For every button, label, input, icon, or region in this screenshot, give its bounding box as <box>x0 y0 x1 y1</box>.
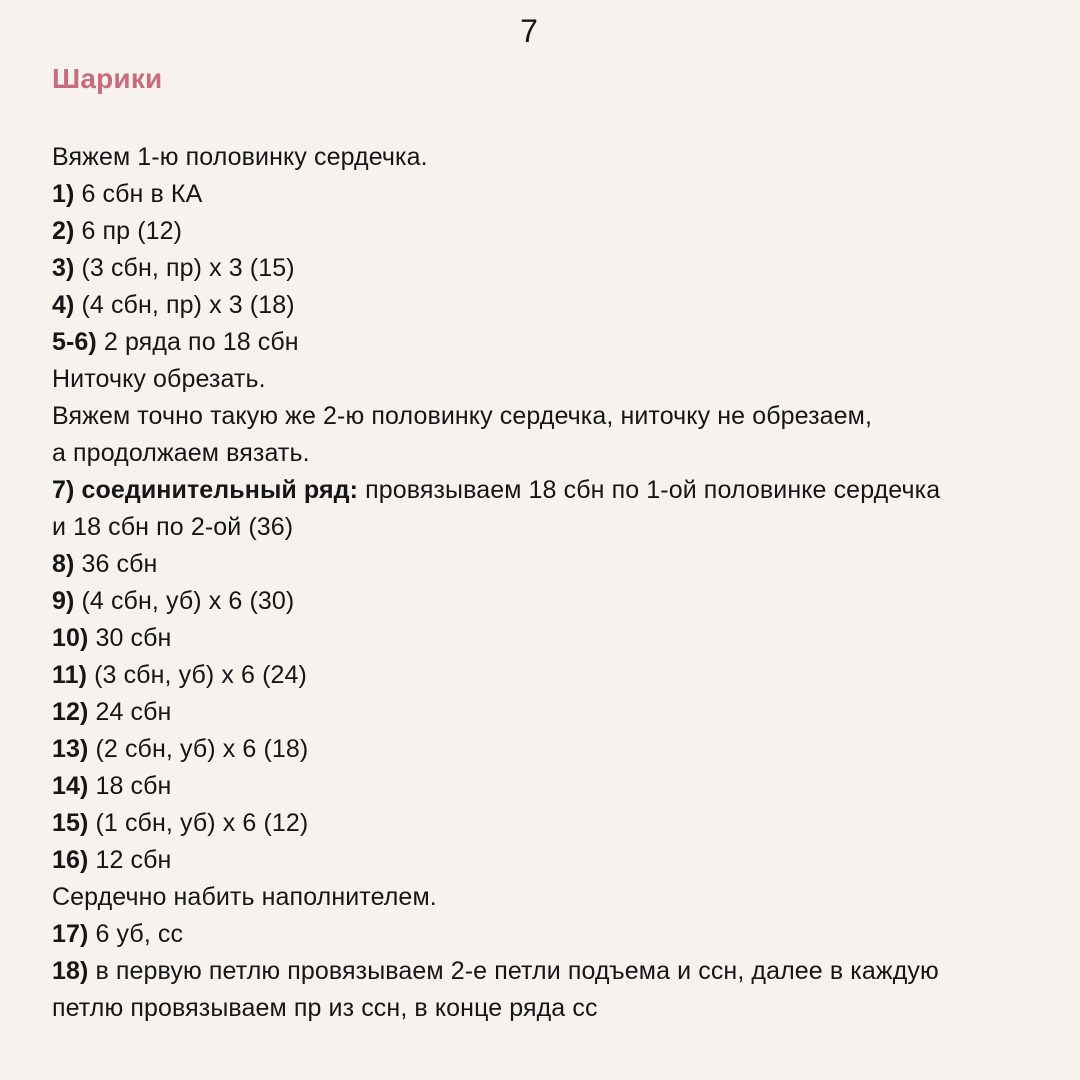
row-label: 10) <box>52 624 89 652</box>
instruction-line <box>52 842 1052 879</box>
row-text: 6 сбн в КА <box>74 180 203 208</box>
instruction-line <box>52 583 1052 620</box>
instruction-line <box>52 509 1052 546</box>
row-text: Сердечно набить наполнителем. <box>52 883 437 911</box>
row-text: (3 сбн, уб) х 6 (24) <box>87 661 307 689</box>
row-text: 24 сбн <box>88 698 172 726</box>
instruction-line <box>52 250 1052 287</box>
pattern-instructions <box>52 139 1052 1027</box>
row-text: (4 сбн, уб) х 6 (30) <box>74 587 295 615</box>
row-label: 5-6) <box>52 328 97 356</box>
row-label: 18) <box>52 957 89 985</box>
row-text: (2 сбн, уб) х 6 (18) <box>88 735 309 763</box>
row-text: 36 сбн <box>74 550 158 578</box>
row-text: 18 сбн <box>88 772 172 800</box>
row-label: 3) <box>52 254 75 282</box>
row-text: провязываем 18 сбн по 1-ой половинке сердечка <box>358 476 941 504</box>
instruction-line <box>52 990 1052 1027</box>
instruction-line <box>52 361 1052 398</box>
row-label: 17) <box>52 920 89 948</box>
instruction-line <box>52 287 1052 324</box>
row-text: Ниточку обрезать. <box>52 365 266 393</box>
row-label: 8) <box>52 550 75 578</box>
row-text: (3 сбн, пр) х 3 (15) <box>74 254 295 282</box>
instruction-line <box>52 176 1052 213</box>
row-label: 2) <box>52 217 75 245</box>
row-label: 9) <box>52 587 75 615</box>
instruction-line <box>52 435 1052 472</box>
row-text: 12 сбн <box>88 846 172 874</box>
instruction-line <box>52 398 1052 435</box>
section-title: Шарики <box>52 63 163 94</box>
instruction-line <box>52 879 1052 916</box>
row-text: 6 пр (12) <box>74 217 183 245</box>
instruction-line <box>52 213 1052 250</box>
instruction-line <box>52 324 1052 361</box>
instruction-line <box>52 472 1052 509</box>
row-text: (1 сбн, уб) х 6 (12) <box>88 809 309 837</box>
row-text: а продолжаем вязать. <box>52 439 310 467</box>
instruction-line <box>52 731 1052 768</box>
row-text: Вяжем точно такую же 2-ю половинку сердечка, ниточку не обрезаем, <box>52 402 872 430</box>
row-label: 1) <box>52 180 75 208</box>
instruction-line <box>52 916 1052 953</box>
instruction-line <box>52 694 1052 731</box>
row-label: 15) <box>52 809 89 837</box>
row-text: Вяжем 1-ю половинку сердечка. <box>52 143 428 171</box>
instruction-line <box>52 768 1052 805</box>
row-label: 12) <box>52 698 89 726</box>
instruction-line <box>52 546 1052 583</box>
instruction-line <box>52 657 1052 694</box>
row-label: 16) <box>52 846 89 874</box>
instruction-line <box>52 139 1052 176</box>
row-text: 6 уб, сс <box>88 920 184 948</box>
row-text: петлю провязываем пр из ссн, в конце ряда сс <box>52 994 598 1022</box>
instruction-line <box>52 953 1052 990</box>
row-label: 13) <box>52 735 89 763</box>
page-number: 7 <box>520 13 538 49</box>
row-label: 14) <box>52 772 89 800</box>
row-label: 11) <box>52 661 88 689</box>
row-label: 7) соединительный ряд: <box>52 476 359 504</box>
row-text: в первую петлю провязываем 2-е петли подъема и ссн, далее в каждую <box>88 957 939 985</box>
row-text: (4 сбн, пр) х 3 (18) <box>74 291 295 319</box>
instruction-line <box>52 620 1052 657</box>
row-text: 30 сбн <box>88 624 172 652</box>
instruction-line <box>52 805 1052 842</box>
row-text: 2 ряда по 18 сбн <box>96 328 299 356</box>
row-label: 4) <box>52 291 75 319</box>
row-text: и 18 сбн по 2-ой (36) <box>52 513 294 541</box>
